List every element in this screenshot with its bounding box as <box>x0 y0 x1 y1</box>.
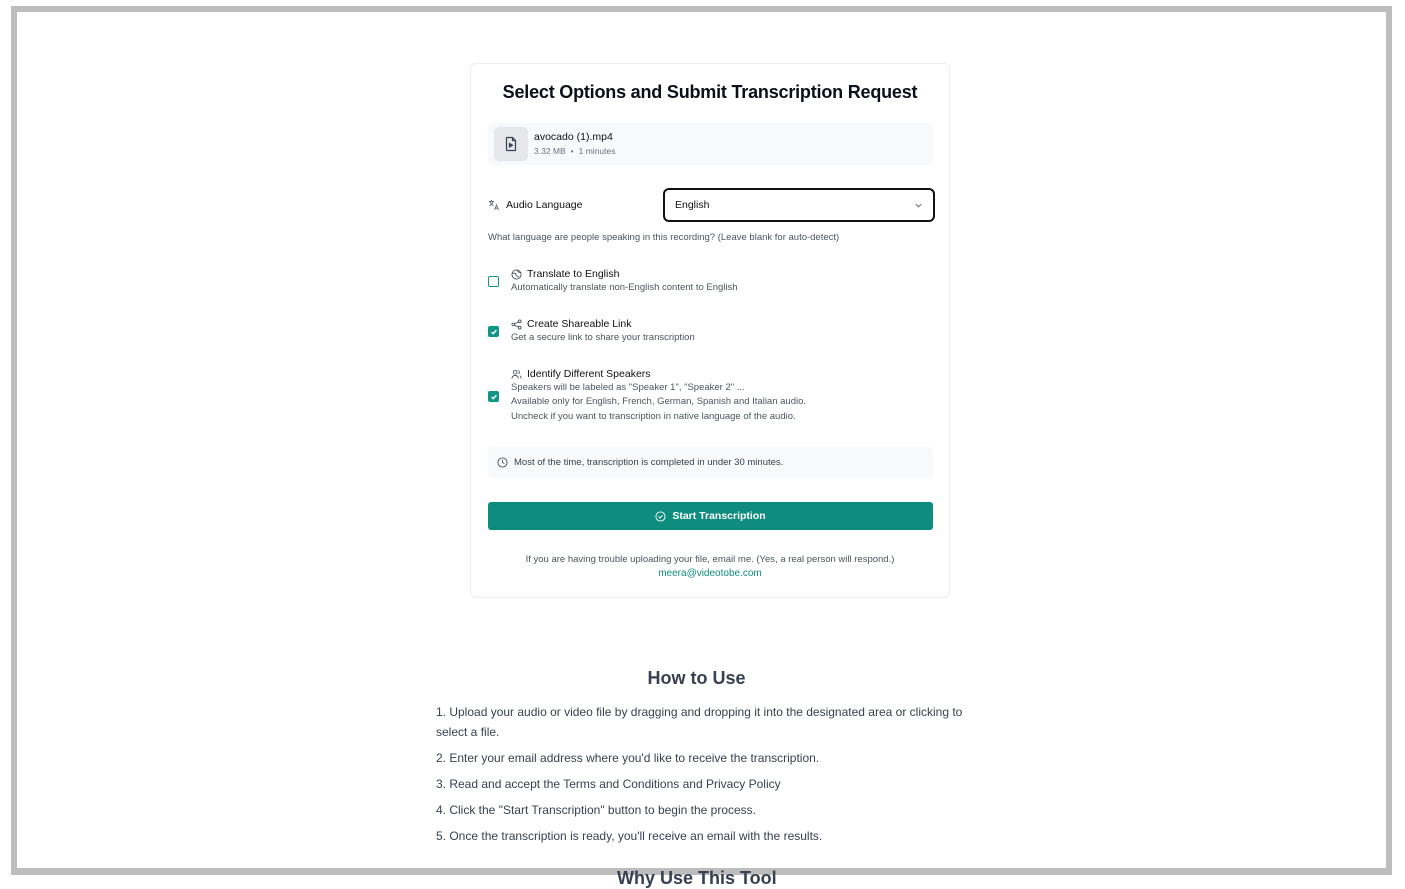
shareable-link-option-desc: Get a secure link to share your transcription <box>511 332 695 343</box>
translate-option-title: Translate to English <box>511 268 619 280</box>
language-select[interactable] <box>663 188 935 222</box>
upload-trouble-text: If you are having trouble uploading your file, email me. (Yes, a real person will respond.) <box>525 554 895 565</box>
shareable-link-checkbox[interactable] <box>488 326 499 337</box>
file-meta <box>534 146 616 156</box>
step-4: 4. Click the "Start Transcription" button to begin the process. <box>436 803 757 817</box>
identify-speakers-option-title: Identify Different Speakers <box>511 368 651 380</box>
identify-speakers-desc-3: Uncheck if you want to transcription in native language of the audio. <box>511 410 796 422</box>
transcription-request-card <box>470 63 950 598</box>
video-file-icon <box>494 127 528 161</box>
how-to-use-title: How to Use <box>647 668 746 688</box>
start-transcription-label: Start Transcription <box>672 510 766 522</box>
start-transcription-button[interactable] <box>488 502 933 530</box>
identify-speakers-desc-2: Available only for English, French, German, Spanish and Italian audio. <box>511 396 807 407</box>
check-icon <box>490 393 498 401</box>
file-duration: 1 minutes <box>578 146 616 156</box>
translate-checkbox[interactable] <box>488 276 499 287</box>
identify-speakers-desc-1: Speakers will be labeled as "Speaker 1", "Speaker 2" ... <box>511 382 745 393</box>
clock-icon <box>497 457 508 468</box>
check-icon <box>490 328 498 336</box>
language-help-text: What language are people speaking in this recording? (Leave blank for auto-detect) <box>488 232 840 243</box>
check-circle-icon <box>655 511 666 522</box>
step-1: 1. Upload your audio or video file by dragging and dropping it into the designated area or clicking to select a file. <box>436 705 963 739</box>
step-5: 5. Once the transcription is ready, you'll receive an email with the results. <box>436 829 823 843</box>
meta-separator: • <box>570 146 574 156</box>
translate-option-desc: Automatically translate non-English content to English <box>511 282 738 293</box>
browser-viewport <box>11 6 1392 888</box>
share-icon <box>511 319 522 330</box>
chevron-down-icon <box>914 201 923 210</box>
identify-speakers-checkbox[interactable] <box>488 391 499 402</box>
file-name: avocado (1).mp4 <box>534 131 613 143</box>
notice-text: Most of the time, transcription is completed in under 30 minutes. <box>514 457 784 468</box>
step-2: 2. Enter your email address where you'd like to receive the transcription. <box>436 751 820 765</box>
shareable-link-option-title: Create Shareable Link <box>511 318 631 330</box>
step-3: 3. Read and accept the Terms and Conditions and Privacy Policy <box>436 777 781 791</box>
card-title: Select Options and Submit Transcription Request <box>502 82 918 102</box>
audio-language-label <box>488 199 583 211</box>
file-size: 3.32 MB <box>534 146 566 156</box>
translate-icon <box>488 199 500 211</box>
users-icon <box>511 369 522 380</box>
completion-time-notice <box>488 447 933 478</box>
uploaded-file <box>488 123 933 165</box>
how-to-use-steps <box>436 702 996 852</box>
language-selected-value: English <box>675 199 710 211</box>
audio-language-text: Audio Language <box>506 199 583 211</box>
globe-icon <box>511 269 522 280</box>
why-use-title: Why Use This Tool <box>617 868 777 888</box>
contact-email-link[interactable]: meera@videotobe.com <box>658 568 762 579</box>
